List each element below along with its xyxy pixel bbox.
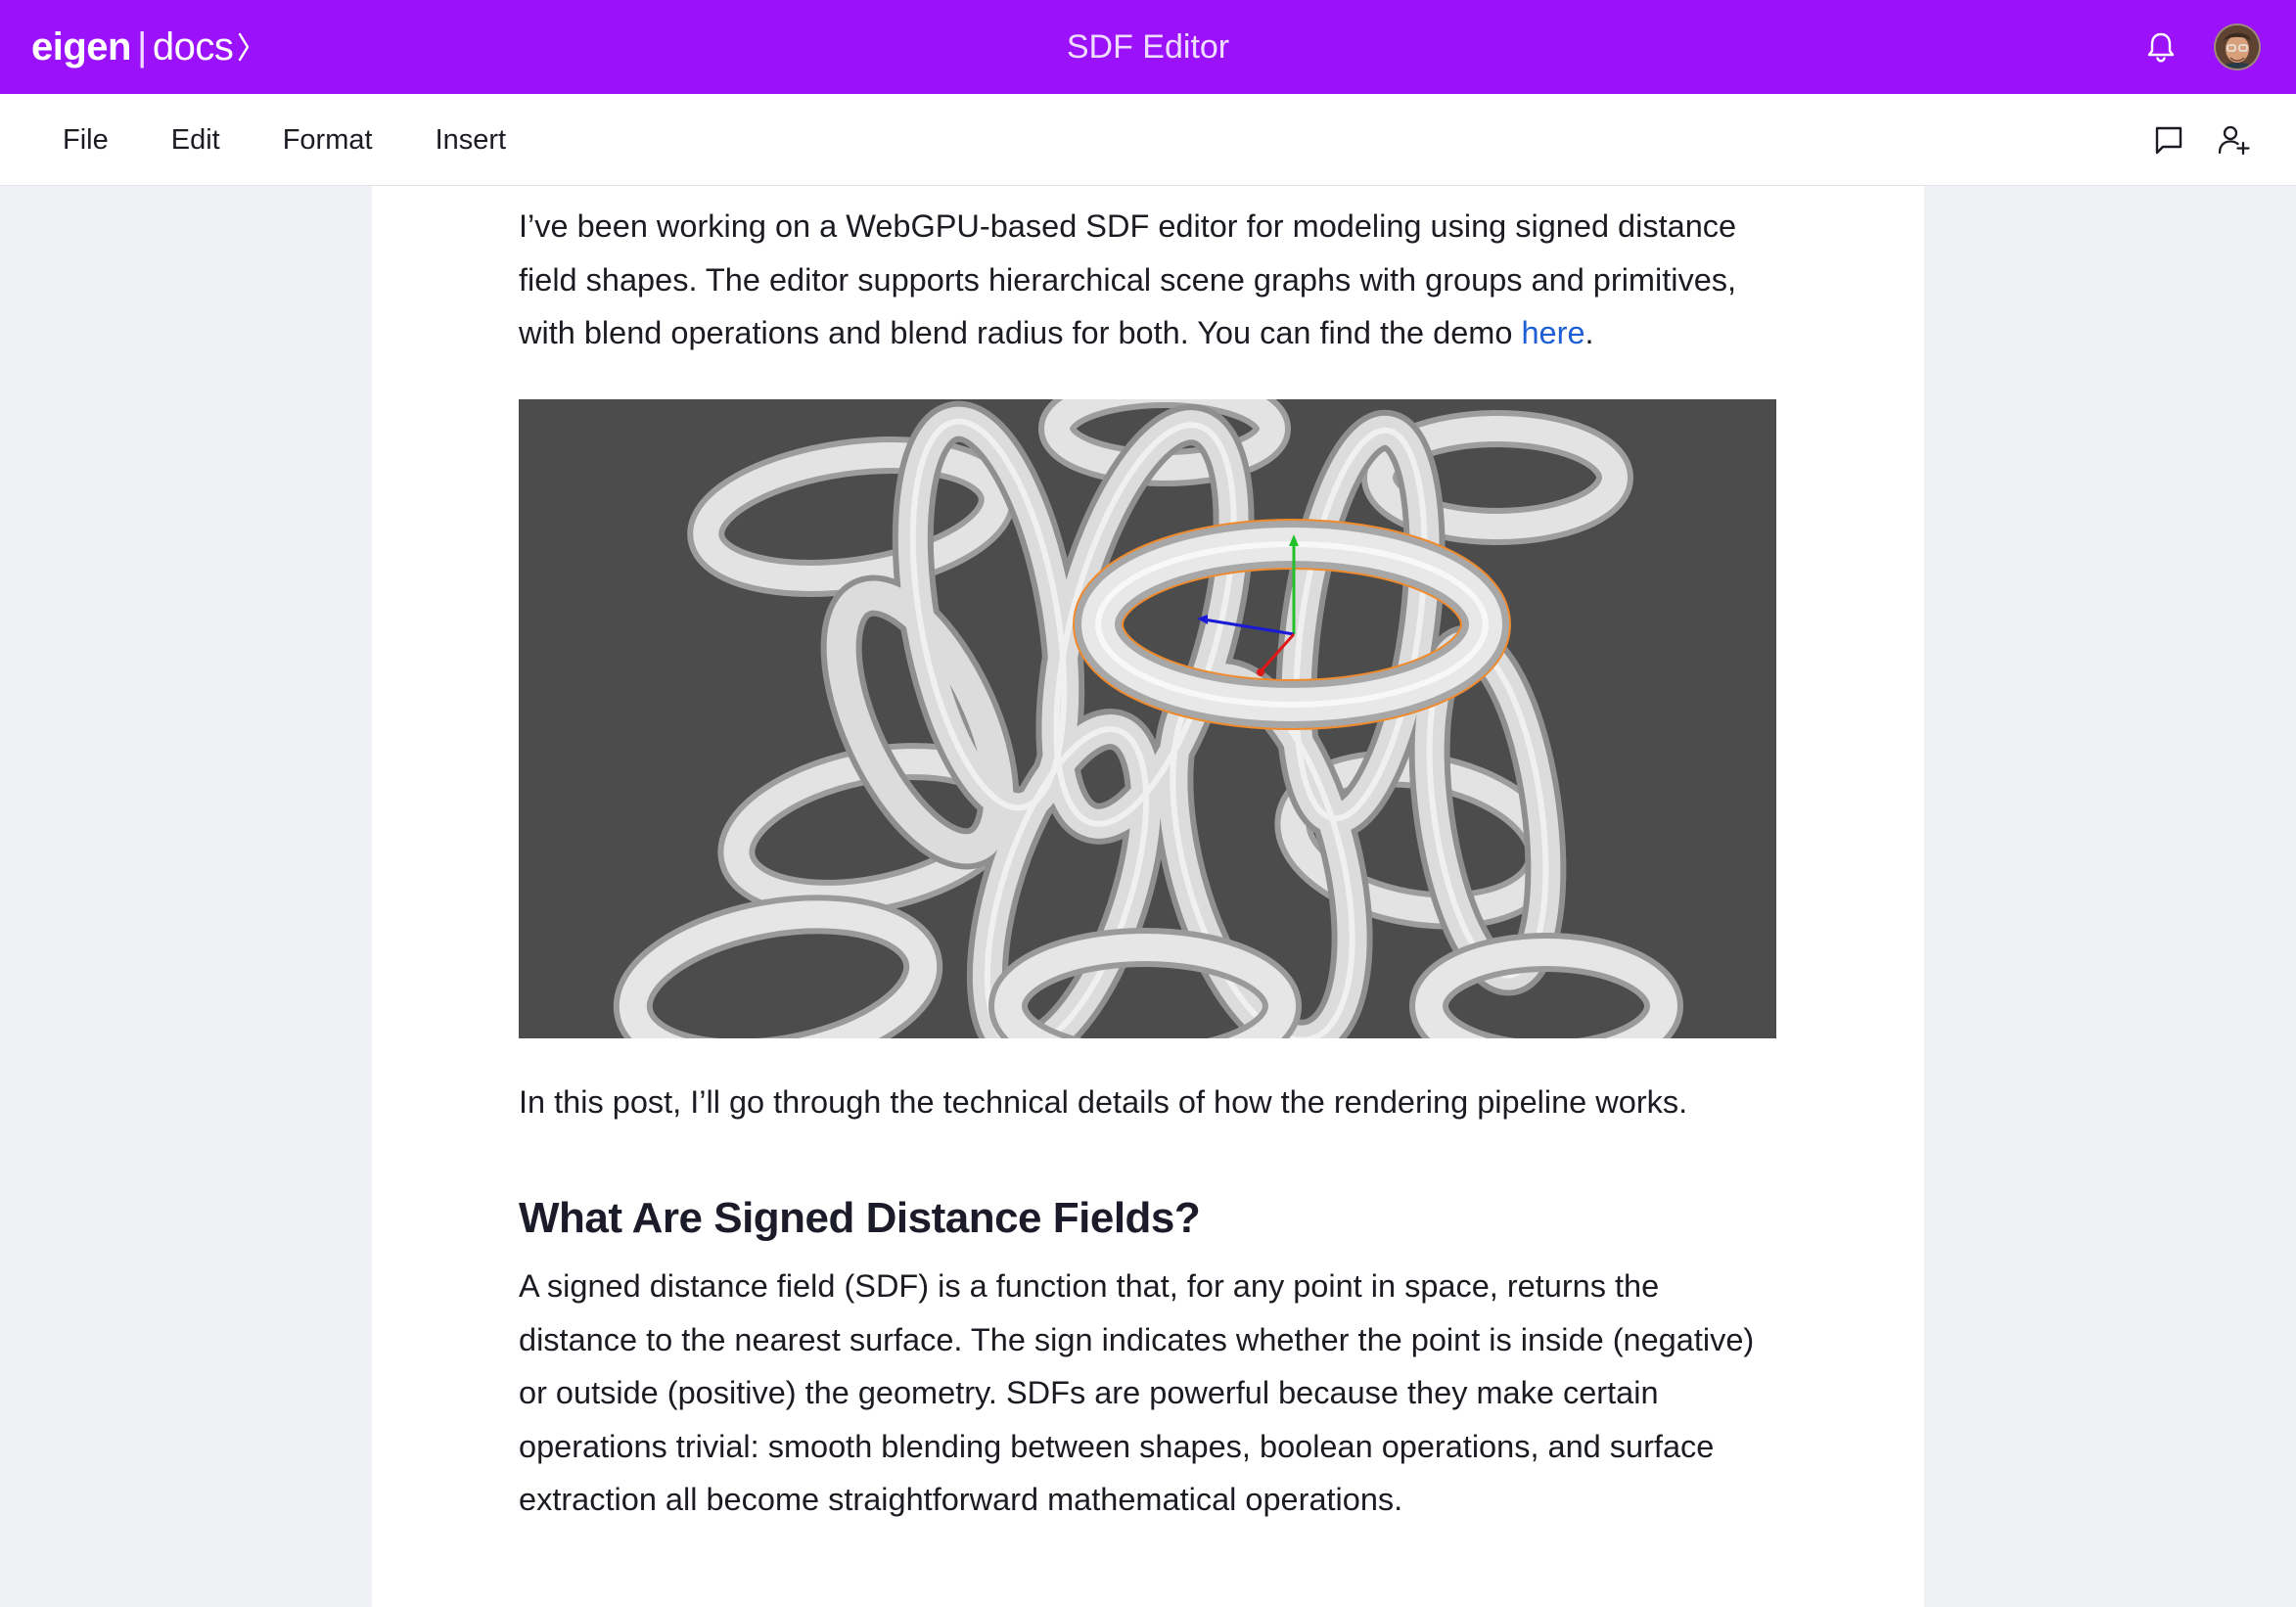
menu-format[interactable]: Format <box>282 123 373 156</box>
intro-text: I’ve been working on a WebGPU-based SDF editor for modeling using signed distance field shapes. The editor supports hierarchical scene graphs with groups and primitives, with blend operations and blend radius for both. You can find the demo <box>519 208 1737 350</box>
document-content <box>519 200 1781 1527</box>
section-heading: What Are Signed Distance Fields? <box>519 1194 1201 1242</box>
intro-paragraph <box>519 200 1781 360</box>
bell-icon[interactable] <box>2145 30 2177 64</box>
document-title: SDF Editor <box>1066 27 1230 66</box>
app-header <box>0 0 2296 94</box>
sdf-rings-illustration <box>519 399 1776 1038</box>
sdf-render-image <box>519 399 1776 1038</box>
brand-separator: | <box>136 24 147 69</box>
post-intro-paragraph: In this post, I’ll go through the technical details of how the rendering pipeline works. <box>519 1083 1688 1120</box>
menu-file[interactable]: File <box>63 123 109 156</box>
avatar[interactable] <box>2214 23 2261 70</box>
add-user-icon[interactable] <box>2218 123 2251 157</box>
document-page[interactable] <box>372 186 1924 1607</box>
brand-name: eigen <box>31 24 131 69</box>
menu-insert[interactable]: Insert <box>435 123 507 156</box>
sdf-definition-paragraph: A signed distance field (SDF) is a function that, for any point in space, returns the distance to the nearest surface. The sign indicates whether the point is inside (negative) or outside (positive) the geometry. SDFs are powerful because they make certain operations trivial: smooth blending between shapes, boolean operations, and surface extraction all become straightforward mathematical operations. <box>519 1268 1755 1517</box>
menu <box>63 94 506 186</box>
menu-edit[interactable]: Edit <box>170 123 220 156</box>
menu-bar <box>0 94 2296 186</box>
brand-product: docs <box>152 24 234 69</box>
comment-icon[interactable] <box>2153 124 2184 156</box>
intro-end: . <box>1584 315 1594 350</box>
demo-link[interactable]: here <box>1521 315 1585 350</box>
